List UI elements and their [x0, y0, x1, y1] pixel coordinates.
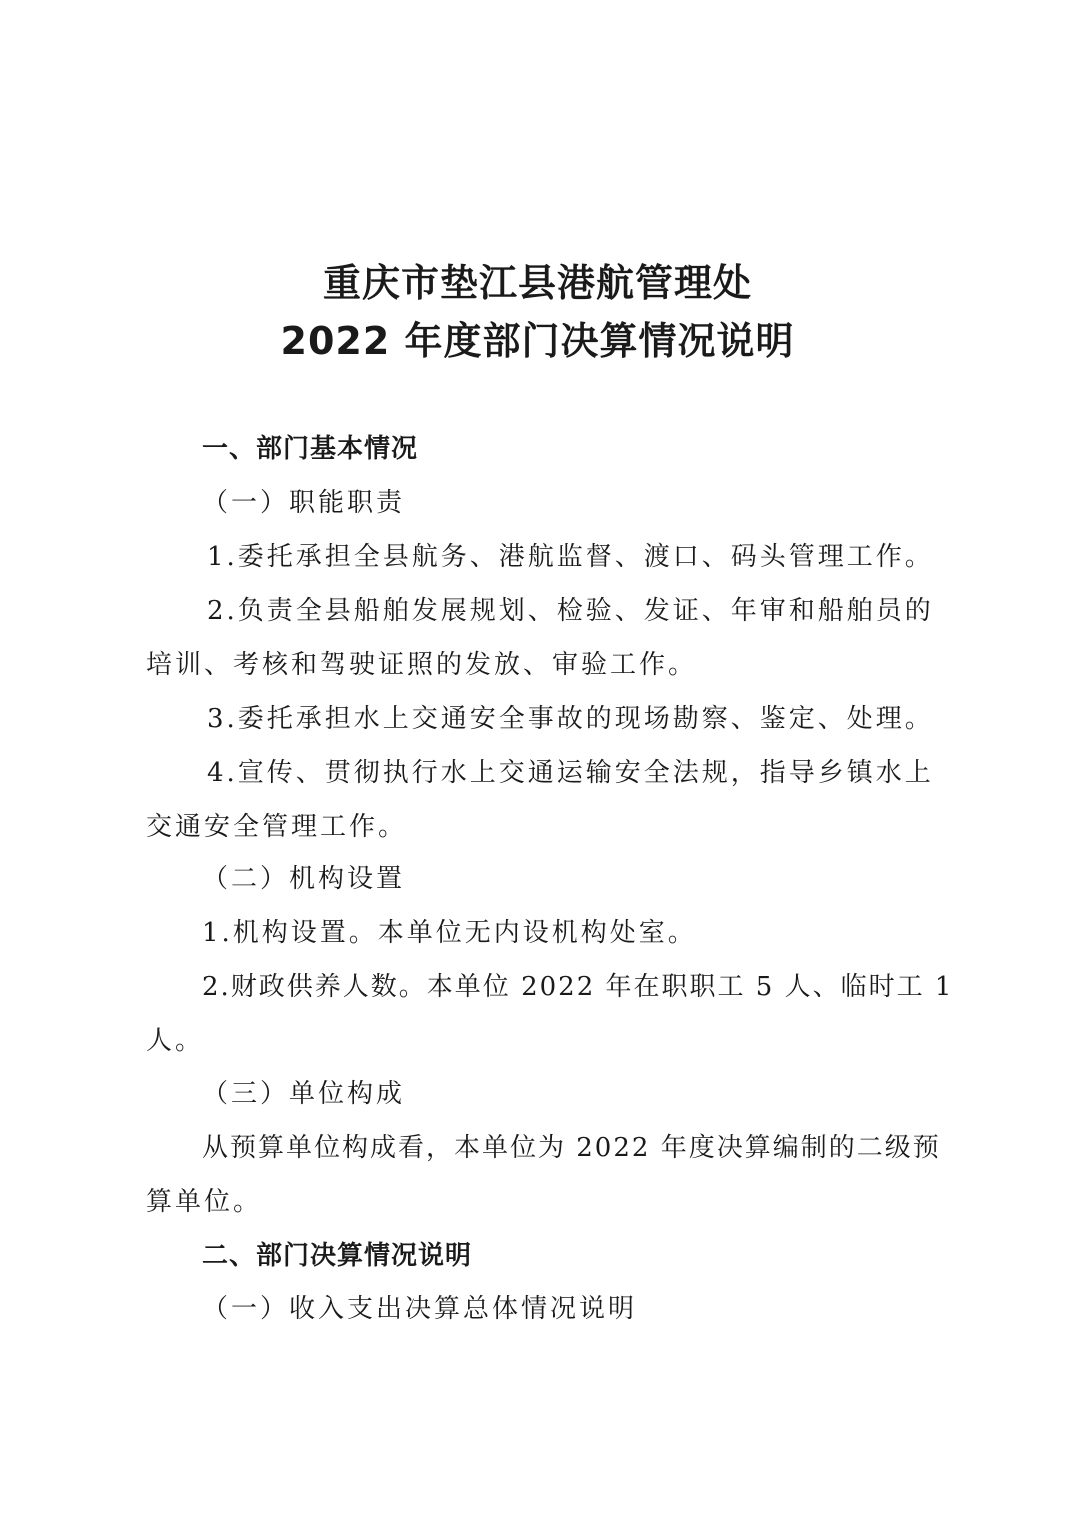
unit-composition-line2: 算单位。	[146, 1187, 263, 1217]
unit-composition-line1: 从预算单位构成看，本单位为 2022 年度决算编制的二级预	[202, 1133, 941, 1163]
section2-sub1-heading: （一）收入支出决算总体情况说明	[202, 1294, 638, 1324]
document-title-line1: 重庆市垫江县港航管理处	[322, 261, 752, 305]
duty-item-4-line2: 交通安全管理工作。	[146, 812, 408, 842]
duty-item-2-line2: 培训、考核和驾驶证照的发放、审验工作。	[146, 650, 698, 680]
duty-item-3: 3.委托承担水上交通安全事故的现场勘察、鉴定、处理。	[207, 704, 934, 734]
duty-item-1: 1.委托承担全县航务、港航监督、渡口、码头管理工作。	[207, 542, 934, 572]
section1-heading: 一、部门基本情况	[202, 434, 419, 464]
duty-item-2-line1: 2.负责全县船舶发展规划、检验、发证、年审和船舶员的	[207, 596, 934, 626]
section1-sub3-heading: （三）单位构成	[202, 1079, 406, 1109]
duty-item-4-line1: 4.宣传、贯彻执行水上交通运输安全法规，指导乡镇水上	[207, 758, 934, 788]
org-item-2-line1: 2.财政供养人数。本单位 2022 年在职职工 5 人、临时工 1	[202, 972, 954, 1002]
org-item-2-line2: 人。	[146, 1026, 205, 1056]
document-title-line2: 2022 年度部门决算情况说明	[280, 319, 795, 363]
org-item-1: 1.机构设置。本单位无内设机构处室。	[202, 918, 697, 948]
section2-heading: 二、部门决算情况说明	[202, 1241, 473, 1271]
section1-sub2-heading: （二）机构设置	[202, 864, 406, 894]
section1-sub1-heading: （一）职能职责	[202, 488, 406, 518]
